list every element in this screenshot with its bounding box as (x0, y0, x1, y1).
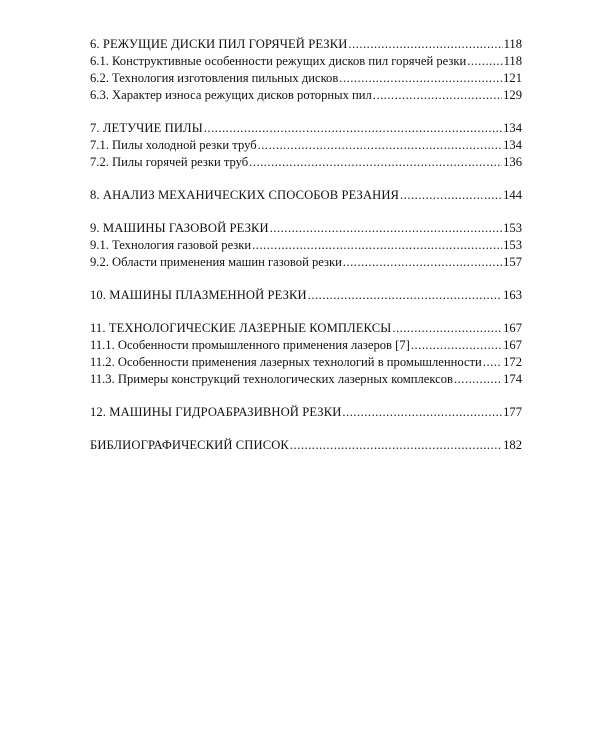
page-number: 118 (503, 54, 522, 68)
toc-subsection-entry (90, 254, 522, 271)
subsection-title: 11.1. Особенности промышленного применения лазеров [7] (90, 338, 410, 352)
dot-leader (252, 237, 502, 254)
page-number: 174 (503, 372, 522, 386)
subsection-title: 7.2. Пилы горячей резки труб (90, 155, 249, 169)
chapter-title: 6. РЕЖУЩИЕ ДИСКИ ПИЛ ГОРЯЧЕЙ РЕЗКИ (90, 37, 348, 51)
toc-subsection-entry (90, 137, 522, 154)
dot-leader (204, 120, 502, 137)
subsection-title: 11.2. Особенности применения лазерных технологий в промышленности (90, 355, 482, 369)
chapter-title: БИБЛИОГРАФИЧЕСКИЙ СПИСОК (90, 438, 289, 452)
dot-leader (348, 36, 502, 53)
toc-section-bibliography (90, 437, 522, 454)
dot-leader (373, 87, 502, 104)
toc-chapter-entry (90, 287, 522, 304)
page-number: 167 (503, 338, 522, 352)
page-number: 129 (503, 88, 522, 102)
toc-chapter-entry (90, 220, 522, 237)
toc-subsection-entry (90, 53, 522, 70)
toc-chapter-entry (90, 437, 522, 454)
dot-leader (290, 437, 502, 454)
dot-leader (339, 70, 502, 87)
toc-chapter-entry (90, 36, 522, 53)
toc-subsection-entry (90, 371, 522, 388)
page-number: 118 (503, 37, 522, 51)
toc-subsection-entry (90, 237, 522, 254)
toc-section-11 (90, 320, 522, 388)
toc-subsection-entry (90, 354, 522, 371)
dot-leader (258, 137, 502, 154)
subsection-title: 11.3. Примеры конструкций технологических лазерных комплексов (90, 372, 453, 386)
subsection-title: 6.3. Характер износа режущих дисков роторных пил (90, 88, 372, 102)
page-number: 144 (503, 188, 522, 202)
page-number: 182 (503, 438, 522, 452)
toc-chapter-entry (90, 404, 522, 421)
dot-leader (270, 220, 502, 237)
toc-section-12 (90, 404, 522, 421)
toc-section-8 (90, 187, 522, 204)
table-of-contents (90, 36, 522, 470)
subsection-title: 9.1. Технология газовой резки (90, 238, 252, 252)
toc-subsection-entry (90, 337, 522, 354)
subsection-title: 9.2. Области применения машин газовой резки (90, 255, 342, 269)
page-number: 167 (503, 321, 522, 335)
subsection-title: 6.2. Технология изготовления пильных дисков (90, 71, 339, 85)
toc-subsection-entry (90, 70, 522, 87)
dot-leader (392, 320, 502, 337)
toc-chapter-entry (90, 120, 522, 137)
dot-leader (483, 354, 502, 371)
dot-leader (308, 287, 502, 304)
dot-leader (454, 371, 502, 388)
dot-leader (467, 53, 502, 70)
dot-leader (411, 337, 502, 354)
page-number: 121 (503, 71, 522, 85)
toc-subsection-entry (90, 87, 522, 104)
toc-subsection-entry (90, 154, 522, 171)
toc-chapter-entry (90, 187, 522, 204)
toc-section-10 (90, 287, 522, 304)
page-number: 136 (503, 155, 522, 169)
toc-section-9 (90, 220, 522, 271)
page-number: 177 (503, 405, 522, 419)
subsection-title: 7.1. Пилы холодной резки труб (90, 138, 257, 152)
toc-section-6 (90, 36, 522, 104)
chapter-title: 8. АНАЛИЗ МЕХАНИЧЕСКИХ СПОСОБОВ РЕЗАНИЯ (90, 188, 400, 202)
chapter-title: 10. МАШИНЫ ПЛАЗМЕННОЙ РЕЗКИ (90, 288, 307, 302)
subsection-title: 6.1. Конструктивные особенности режущих дисков пил горячей резки (90, 54, 467, 68)
dot-leader (343, 254, 502, 271)
dot-leader (400, 187, 502, 204)
chapter-title: 7. ЛЕТУЧИЕ ПИЛЫ (90, 121, 203, 135)
page-number: 134 (503, 121, 522, 135)
dot-leader (342, 404, 502, 421)
page-number: 157 (503, 255, 522, 269)
page-number: 163 (503, 288, 522, 302)
toc-chapter-entry (90, 320, 522, 337)
toc-section-7 (90, 120, 522, 171)
page-number: 134 (503, 138, 522, 152)
dot-leader (249, 154, 502, 171)
chapter-title: 9. МАШИНЫ ГАЗОВОЙ РЕЗКИ (90, 221, 269, 235)
chapter-title: 11. ТЕХНОЛОГИЧЕСКИЕ ЛАЗЕРНЫЕ КОМПЛЕКСЫ (90, 321, 392, 335)
page-number: 153 (503, 238, 522, 252)
chapter-title: 12. МАШИНЫ ГИДРОАБРАЗИВНОЙ РЕЗКИ (90, 405, 342, 419)
page-number: 172 (503, 355, 522, 369)
page-number: 153 (503, 221, 522, 235)
